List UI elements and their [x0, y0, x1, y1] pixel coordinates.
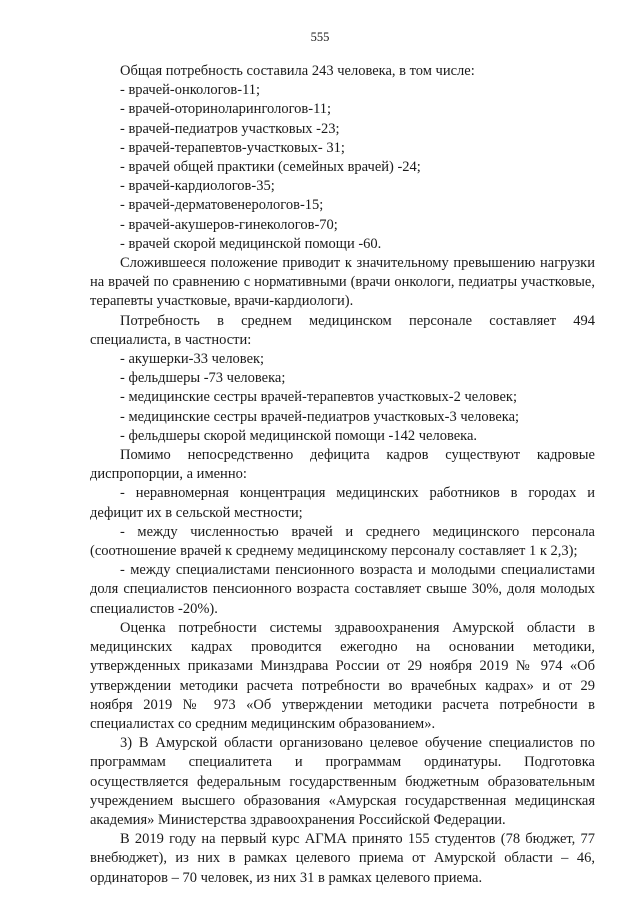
doctors-list: [90, 81, 595, 254]
list-item: - акушерки-33 человек;: [120, 351, 265, 368]
list-item: - врачей общей практики (семейных врачей) -24;: [120, 159, 421, 176]
list-item: - врачей-терапевтов-участковых- 31;: [120, 139, 345, 156]
list-item: - врачей-акушеров-гинекологов-70;: [120, 216, 338, 233]
overload-paragraph: Сложившееся положение приводит к значительному превышению нагрузки на врачей по сравнению с нормативными (врачи онкологи, педиатры участковые, терапевты участковые, врачи-кардиологи).: [90, 255, 595, 310]
list-item: - врачей-дерматовенерологов-15;: [120, 197, 324, 214]
mid-staff-paragraph: Потребность в среднем медицинском персонале составляет 494 специалиста, в частности:: [90, 312, 595, 348]
targeted-training-paragraph: 3) В Амурской области организовано целевое обучение специалистов по программам специалитета и программам ординатуры. Подготовка осуществляется федеральным государственным бюджетным образовательным учреждением высшего образования «Амурская государственная медицинская академия» Министерства здравоохранения Российской Федерации.: [90, 735, 595, 828]
list-item: - врачей-педиатров участковых -23;: [120, 120, 340, 137]
list-item: - врачей-онкологов-11;: [120, 82, 261, 99]
intro-paragraph: Общая потребность составила 243 человека, в том числе:: [120, 63, 475, 79]
list-item: - медицинские сестры врачей-терапевтов участковых-2 человек;: [120, 389, 517, 406]
list-item: - фельдшеры -73 человека;: [120, 370, 286, 387]
admissions-2019-paragraph: В 2019 году на первый курс АГМА принято 155 студентов (78 бюджет, 77 внебюджет), из них в рамках целевого приема от Амурской области – 46, ординаторов – 70 человек, из них 31 в рамках целевого приема.: [90, 831, 595, 886]
disproportions-list: [90, 484, 595, 618]
list-item: - неравномерная концентрация медицинских работников в городах и дефицит их в сельской местности;: [90, 485, 595, 521]
list-item: - фельдшеры скорой медицинской помощи -142 человека.: [120, 427, 478, 444]
list-item: - между численностью врачей и среднего медицинского персонала (соотношение врачей к среднему медицинскому персоналу составляет 1 к 2,3);: [90, 523, 595, 560]
list-item: - врачей-кардиологов-35;: [120, 178, 275, 195]
page-number: 555: [310, 30, 330, 44]
list-item: - медицинские сестры врачей-педиатров участковых-3 человека;: [120, 408, 520, 425]
disproportion-paragraph: Помимо непосредственно дефицита кадров существуют кадровые диспропорции, а именно:: [90, 447, 595, 483]
list-item: - врачей скорой медицинской помощи -60.: [120, 235, 382, 252]
assessment-paragraph: Оценка потребности системы здравоохранения Амурской области в медицинских кадрах проводится ежегодно на основании методики, утвержденных приказами Минздрава России от 29 ноября 2019 № 974 «Об утверждении методики расчета потребности во врачебных кадрах» и от 29 ноября 2019 № 973 «Об утверждении методики расчета потребности в специалистах со средним медицинским образованием».: [90, 619, 595, 732]
list-item: - между специалистами пенсионного возраста и молодыми специалистами доля специалистов пенсионного возраста составляет свыше 30%, доля молодых специалистов -20%).: [90, 562, 595, 617]
mid-staff-list: [90, 350, 595, 446]
list-item: - врачей-оториноларингологов-11;: [120, 101, 332, 118]
page-body: [90, 62, 595, 888]
